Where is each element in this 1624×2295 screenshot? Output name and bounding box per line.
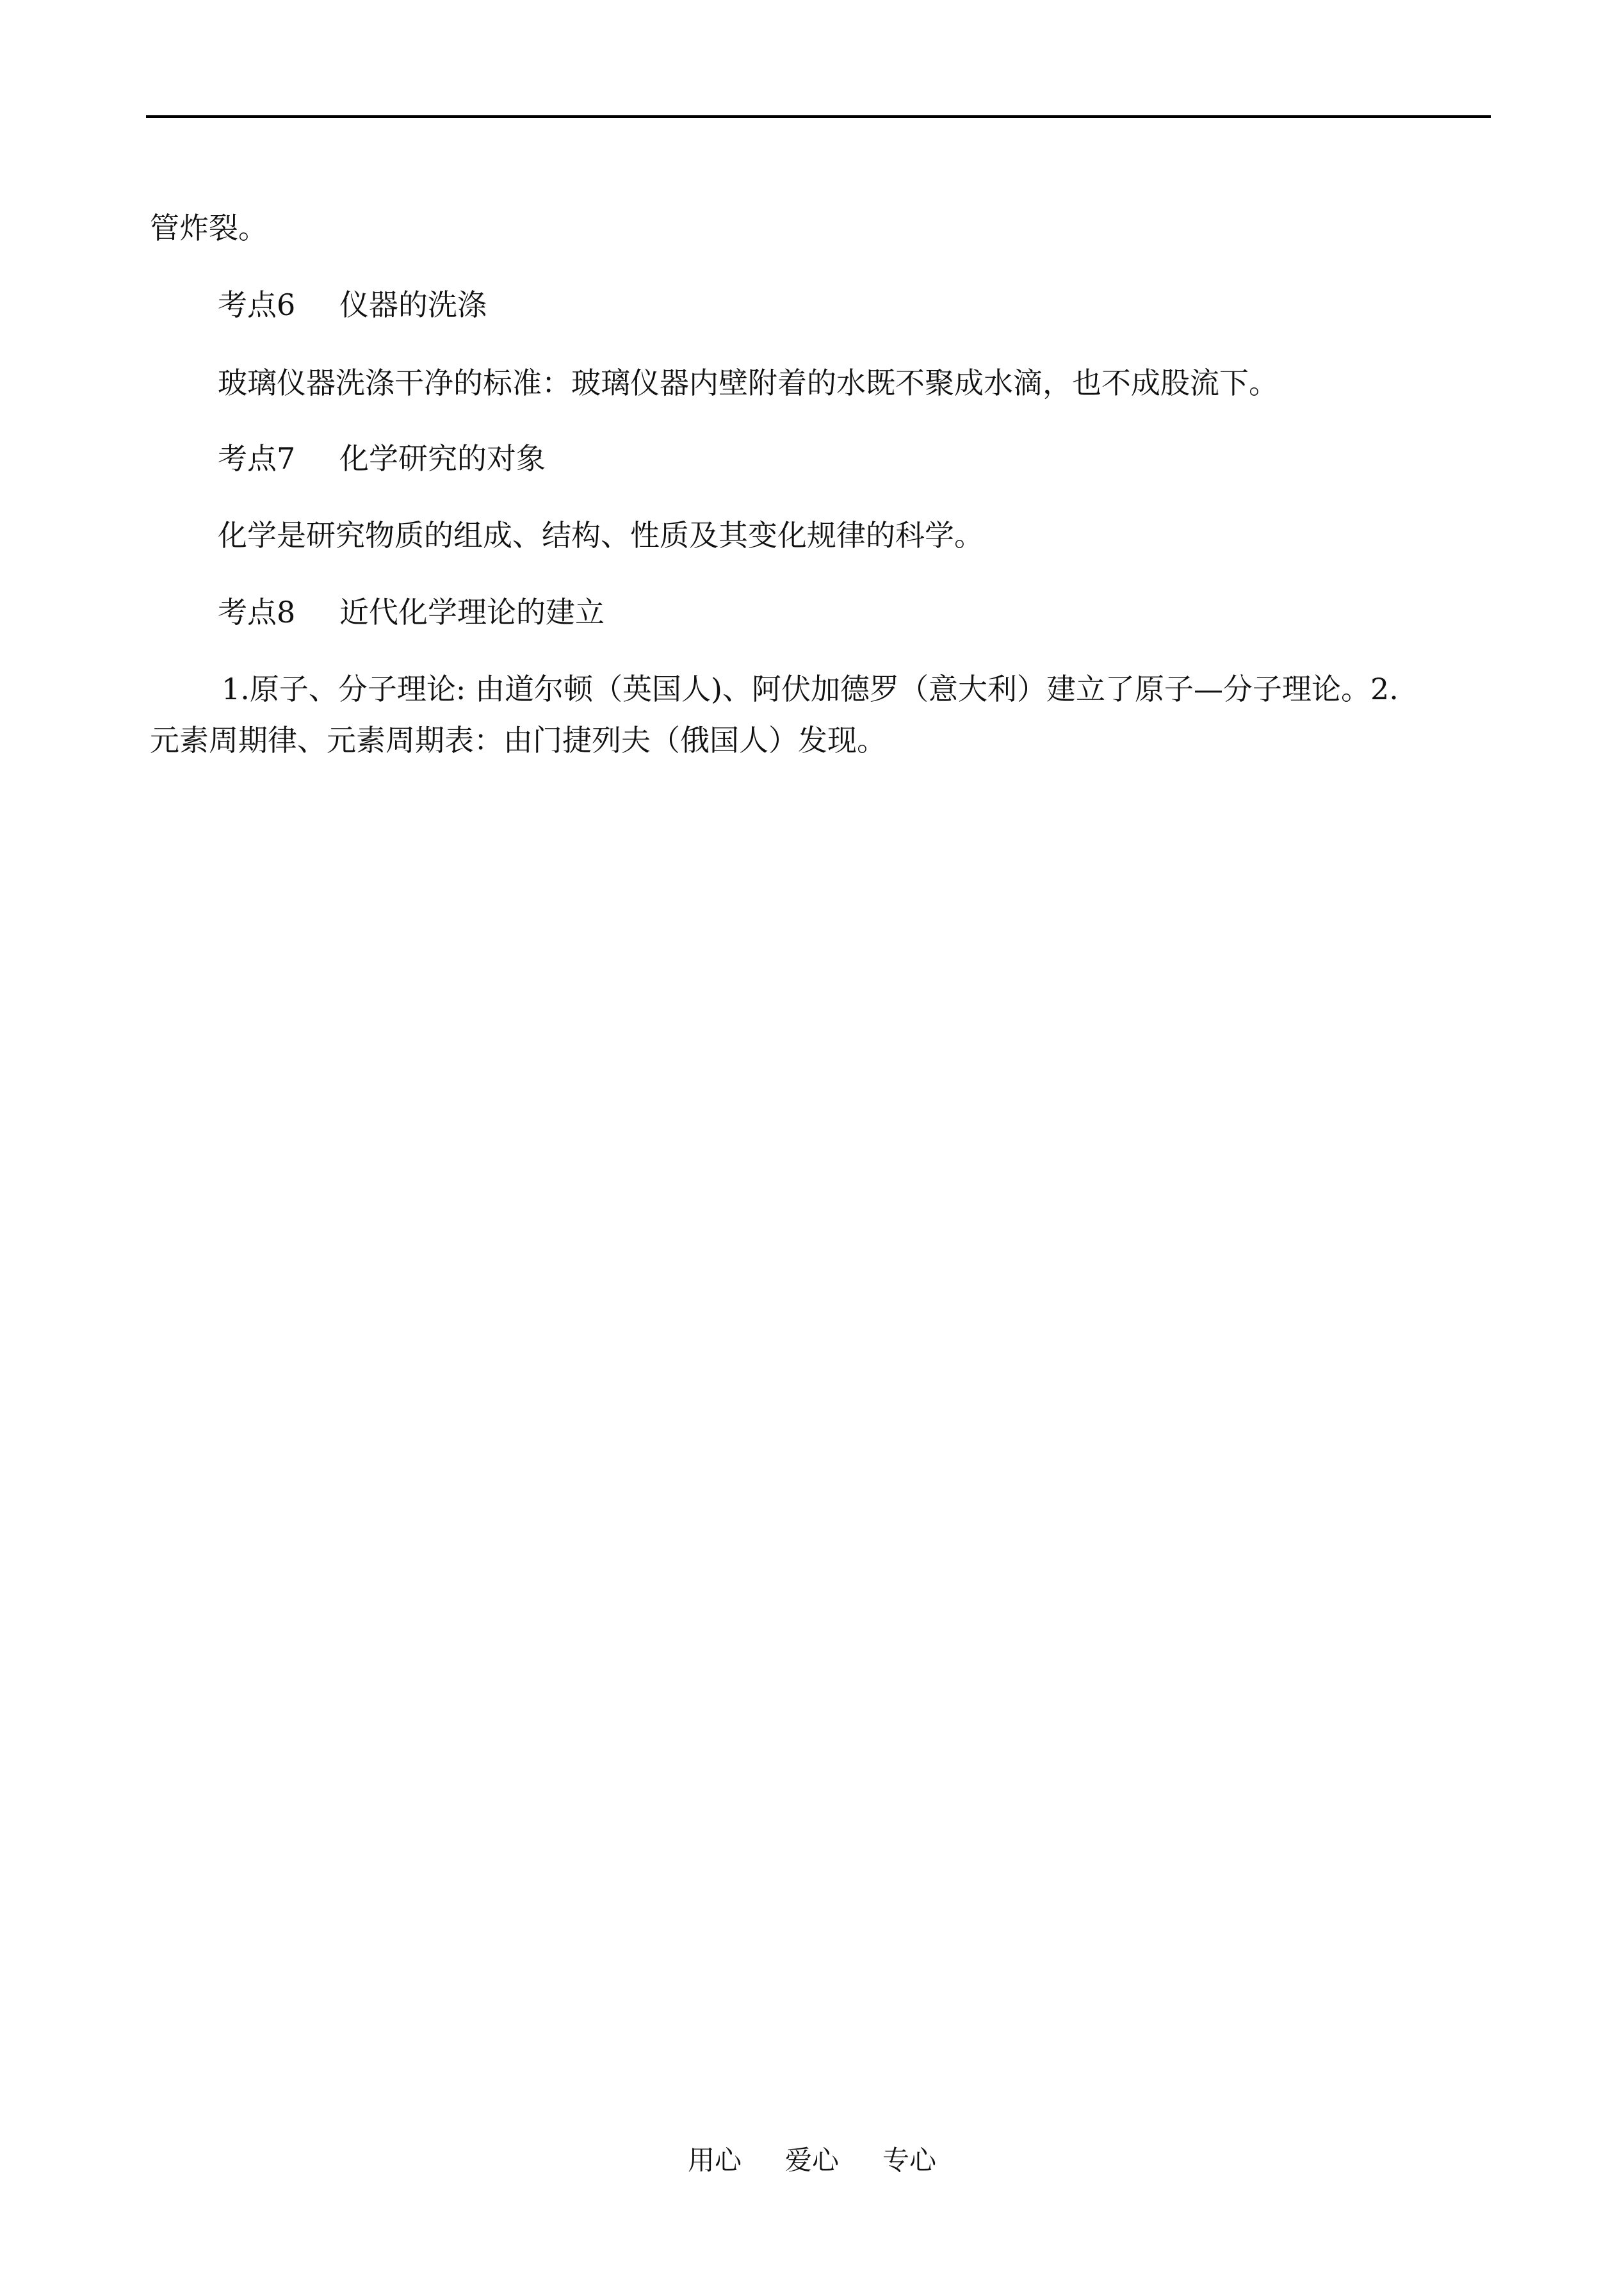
header-rule: [146, 115, 1491, 118]
heading-number: 6: [277, 288, 296, 322]
footer-item: 专心: [882, 2145, 937, 2176]
heading-prefix: 考点: [218, 441, 277, 476]
section-8-text-line1: 1.原子、分子理论: 由道尔顿（英国人)、阿伏加德罗（意大利）建立了原子—分子理论。2.: [222, 672, 1399, 706]
heading-prefix: 考点: [218, 288, 277, 322]
section-heading-8: [218, 593, 605, 631]
heading-title: 化学研究的对象: [339, 441, 546, 476]
heading-title: 近代化学理论的建立: [339, 595, 605, 629]
section-heading-7: [218, 439, 546, 478]
heading-number: 7: [277, 441, 296, 476]
section-7-text: 化学是研究物质的组成、结构、性质及其变化规律的科学。: [218, 518, 984, 553]
page-footer: [0, 2143, 1624, 2178]
footer-item: 爱心: [784, 2145, 839, 2176]
body-text-continuation: 管炸裂。: [150, 211, 268, 245]
footer-item: 用心: [687, 2145, 742, 2176]
heading-title: 仪器的洗涤: [339, 288, 487, 322]
heading-prefix: 考点: [218, 595, 277, 629]
section-6-text: 玻璃仪器洗涤干净的标准：玻璃仪器内壁附着的水既不聚成水滴，也不成股流下。: [218, 366, 1278, 400]
section-heading-6: [218, 286, 487, 324]
heading-number: 8: [277, 595, 296, 629]
section-8-text-line2: 元素周期律、元素周期表：由门捷列夫（俄国人）发现。: [150, 723, 886, 758]
